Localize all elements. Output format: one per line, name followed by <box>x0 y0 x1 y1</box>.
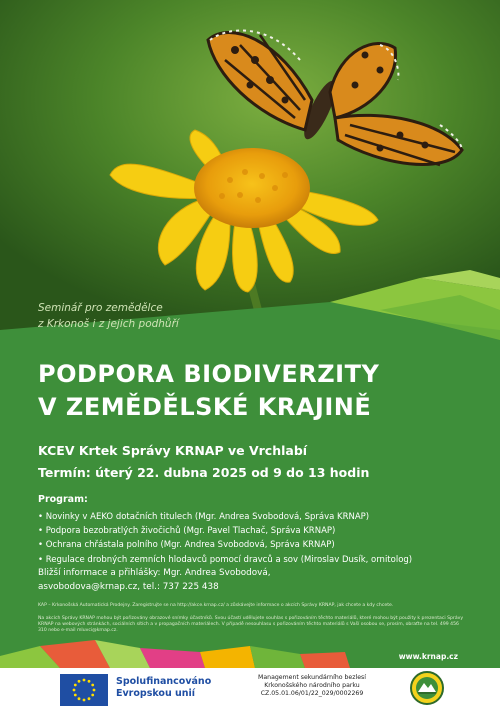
eu-cofinanced-label <box>116 676 211 700</box>
project-line-2: Krkonošského národního parku <box>264 682 360 689</box>
contact-line-2[interactable]: asvobodova@krnap.cz, tel.: 737 225 438 <box>38 582 219 592</box>
project-info <box>232 674 392 698</box>
eu-line-1: Spolufinancováno <box>116 676 212 687</box>
project-code: CZ.05.01.06/01/22_029/0002269 <box>260 690 364 697</box>
page-title <box>38 358 468 424</box>
program-list <box>38 510 478 567</box>
title-line-2: V ZEMĚDĚLSKÉ KRAJINĚ <box>38 393 372 421</box>
eu-flag-icon <box>60 674 108 706</box>
program-item: • Ochrana chřástala polního (Mgr. Andrea Svobodová, Správa KRNAP) <box>38 538 478 552</box>
program-item: • Novinky v AEKO dotačních titulech (Mgr. Andrea Svobodová, Správa KRNAP) <box>38 510 478 524</box>
subtitle-line-1: Seminář pro zemědělce <box>38 302 163 314</box>
title-line-1: PODPORA BIODIVERZITY <box>38 360 380 388</box>
project-line-1: Management sekundárního bezlesí <box>258 674 366 681</box>
seminar-subtitle <box>38 300 298 332</box>
program-item: • Podpora bezobratlých živočichů (Mgr. Pavel Tlachač, Správa KRNAP) <box>38 524 478 538</box>
venue-text: KCEV Krtek Správy KRNAP ve Vrchlabí <box>38 443 308 458</box>
contact-line-1: Bližší informace a přihlášky: Mgr. Andrea Svobodová, <box>38 568 271 578</box>
program-heading: Program: <box>38 494 88 505</box>
website-link[interactable]: www.krnap.cz <box>398 652 458 661</box>
subtitle-line-2: z Krkonoš i z jejich podhůří <box>38 318 179 330</box>
fineprint-photo-consent: Na akcích Správy KRNAP mohou být pořizovány obrazové snímky účastníků. Svou účastí udělujete souhlas s pořizováním těchto materiálů, které mohou být použity k prezentaci Správy KRNAP na webových stránkách, sociálních sítích a v propagačních materiálech. V případě nesouhlasu s pořizováním těchto materiálů s Vaší osobou se, prosím, obraťte na tel. 499 456 310 nebo e-mail mluvci@krnap.cz. <box>38 616 464 634</box>
date-text: Termín: úterý 22. dubna 2025 od 9 do 13 hodin <box>38 465 370 480</box>
fineprint-registration: KAP – Krkonošská Automatická Prodejny. Zaregistrujte se na http://akce.krnap.cz/ a zůskávejte informace o akcích Správy KRNAP, jak chcete a kdy chcete. <box>38 603 394 608</box>
eu-line-2: Evropskou unií <box>116 688 196 699</box>
program-item: • Regulace drobných zemních hlodavců pomocí dravců a sov (Miroslav Dusík, ornitolog) <box>38 553 478 567</box>
krnap-seal-logo <box>410 671 444 705</box>
contact-info <box>38 566 458 594</box>
